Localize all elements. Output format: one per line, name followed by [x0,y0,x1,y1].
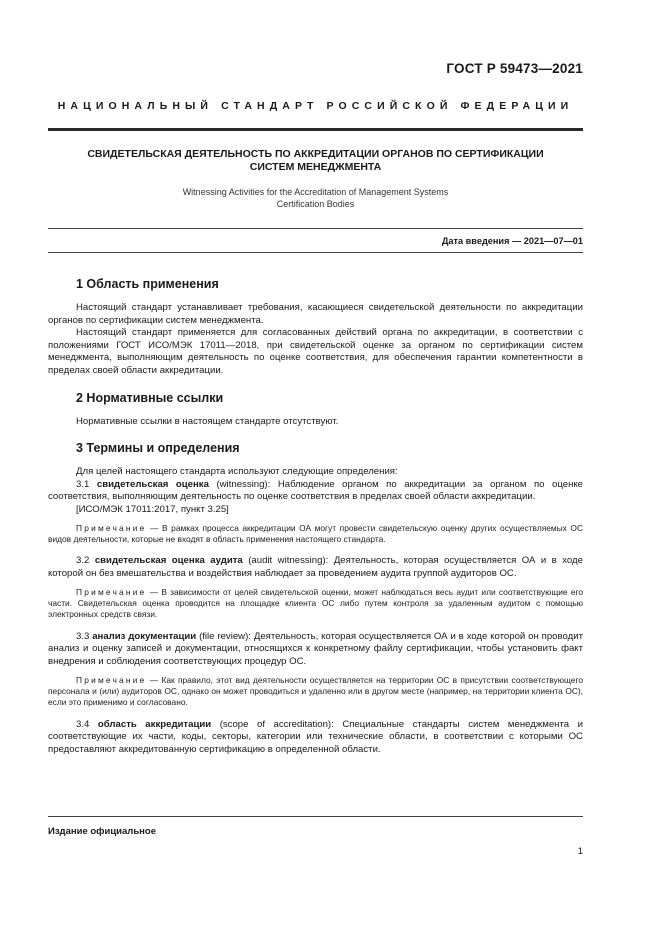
term-number: 3.4 [76,718,90,730]
note-label: Примечание [76,586,147,597]
section-heading: 2 Нормативные ссылки [76,390,224,405]
term-english: (witnessing): [216,478,271,490]
term-number: 3.1 [76,478,90,490]
document-title [48,148,583,174]
term-name: свидетельская оценка [96,478,209,490]
header-divider [48,128,583,131]
paragraph: Нормативные ссылки в настоящем стандарте отсутствуют. [76,415,339,427]
section-heading: 3 Термины и определения [76,441,240,456]
note-text: — В рамках процесса аккредитации ОА могут провести свидетельскую оценку других осуществляемых ОС видов деятельности, которые не входят в область применения настоящего стандарта. [48,522,583,544]
term-note [48,523,583,546]
main-content [48,277,583,757]
title-ru-line-1: СВИДЕТЕЛЬСКАЯ ДЕЯТЕЛЬНОСТЬ ПО АККРЕДИТАЦИИ ОРГАНОВ ПО СЕРТИФИКАЦИИ [87,148,544,160]
title-en-line-2: Certification Bodies [276,199,355,209]
section-heading: 1 Область применения [76,277,219,291]
date-divider [48,252,583,253]
document-title-english [48,186,583,210]
term-name: анализ документации [92,630,197,642]
paragraph: Настоящий стандарт применяется для согласованных действий органа по аккредитации, в соответствии с положениями ГОСТ ИСО/МЭК 17011—2018, при свидетельской оценке за органом по сертификации систем менеджмента, выполняющим деятельность по оценке соответствия, для обеспечения гарантии компетентности в пределах своей области аккредитации. [48,327,583,376]
term-source: [ИСО/МЭК 17011:2017, пункт 3.25] [76,503,229,515]
section-terms-definitions [48,441,583,756]
note-label: Примечание [76,522,147,533]
term-name: область аккредитации [97,718,212,730]
term-number: 3.3 [76,630,90,642]
footer-divider [48,816,583,817]
national-standard-heading: НАЦИОНАЛЬНЫЙ СТАНДАРТ РОССИЙСКОЙ ФЕДЕРАЦИИ [57,100,574,112]
note-text: — Как правило, этот вид деятельности осуществляется на территории ОС в присутствии соответствующего персонала и (или) аудиторов ОС, однако он может проводиться и удаленно или в другом месте (например, на территории клиента ОС), если это применимо и согласовано. [48,674,583,708]
paragraph: Настоящий стандарт устанавливает требования, касающиеся свидетельской деятельности по аккредитации органов по сертификации систем менеджмента. [48,302,583,326]
term-number: 3.2 [76,555,90,567]
term-definition: Наблюдение органом по аккредитации за органом по оценке соответствия, выполняющим деятельность по оценке соответствия в пределах своей области аккредитации. [48,478,584,503]
page-number: 1 [577,846,583,857]
term-english: (file review): [199,630,251,642]
term-english: (audit witnessing): [248,555,329,567]
paragraph: Для целей настоящего стандарта используют следующие определения: [76,466,398,478]
title-divider [48,228,583,229]
term-entry [48,479,583,504]
term-note [48,675,583,709]
document-page [48,0,583,935]
term-name: свидетельская оценка аудита [94,555,243,567]
term-definition: Деятельность, которая осуществляется ОА и в ходе которой он без вмешательства и воздействия наблюдает за проведением аудита группой аудиторов ОС. [48,555,583,579]
term-entry [48,631,583,669]
note-text: — В зависимости от целей свидетельской оценки, может наблюдаться весь аудит или соответствующие его части. Свидетельская оценка проводится на площадке клиента ОС либо путем контроля за удаленным аудитом с помощью электронных средств связи. [48,586,583,620]
term-definition: Деятельность, которая осуществляется ОА и в ходе которой он проводит анализ и оценку записей и документации, относящихся к конкретному файлу сертификации, чтобы установить факт внедрения и соблюдения соответствующих процедур ОС. [48,630,583,667]
section-normative-references [48,391,583,429]
section-scope [48,277,583,378]
term-entry [48,719,583,757]
term-entry [48,555,583,580]
term-english: (scope of accreditation): [219,718,334,730]
official-edition-label: Издание официальное [48,826,156,837]
note-label: Примечание [76,674,147,685]
title-en-line-1: Witnessing Activities for the Accreditation of Management Systems [182,187,449,197]
introduction-date: Дата введения — 2021—07—01 [441,236,583,246]
term-note [48,587,583,621]
standard-code: ГОСТ Р 59473—2021 [446,61,583,76]
title-ru-line-2: СИСТЕМ МЕНЕДЖМЕНТА [249,161,382,173]
term-definition: Специальные стандарты систем менеджмента и соответствующие их части, коды, секторы, категории или технические области, в соответствии с которыми ОС предоставляют аккредитованную сертификацию в определенной области. [48,718,583,755]
